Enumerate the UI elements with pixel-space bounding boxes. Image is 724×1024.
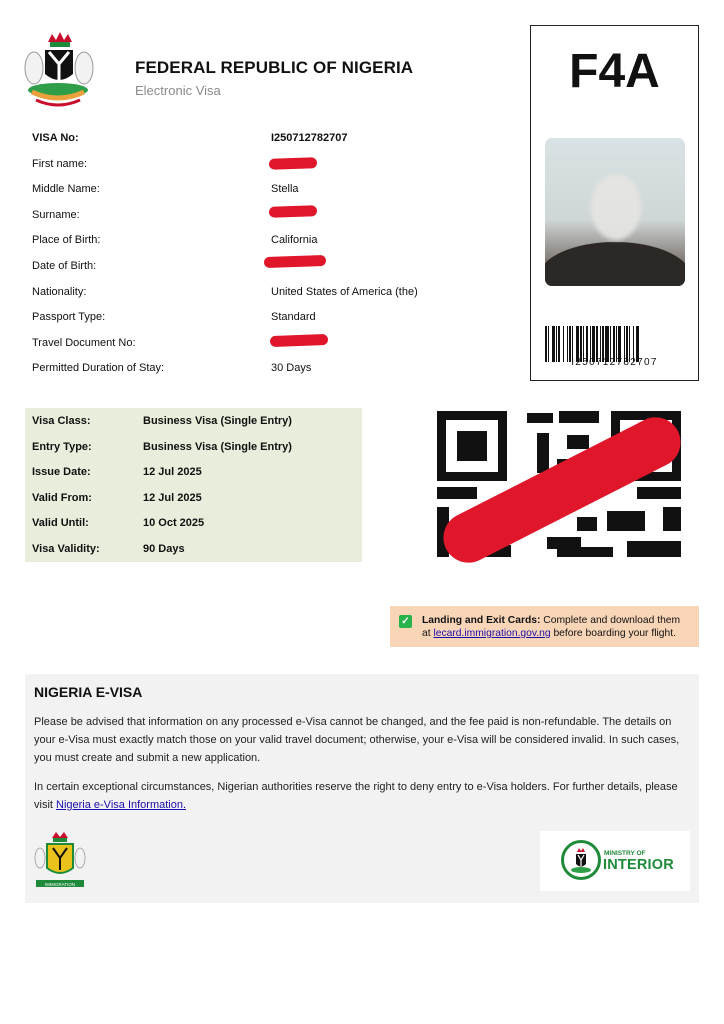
notice-title: Landing and Exit Cards: [422,615,541,626]
visa-row [32,515,362,541]
field-value: California [271,234,318,247]
visa-label: Visa Class: [32,415,91,427]
visa-value: 90 Days [143,542,185,555]
field-label: Surname: [32,208,80,221]
visa-label: Visa Validity: [32,542,100,555]
redaction-mark [270,334,328,347]
redaction-mark [269,205,317,218]
info-paragraph-2 [34,778,689,814]
visa-value: 12 Jul 2025 [143,491,202,504]
evisa-info-link[interactable]: Nigeria e-Visa Information. [56,799,187,811]
personal-details [32,130,502,386]
barcode-number: I250712782707 [571,357,658,368]
field-value: Stella [271,183,299,196]
field-label: Passport Type: [32,311,106,324]
ministry-of-interior-logo [540,831,690,891]
visa-value: Business Visa (Single Entry) [143,415,292,427]
field-value: United States of America (the) [271,285,418,298]
field-label: Middle Name: [32,183,100,196]
field-row-visa-no [32,130,502,156]
visa-details [25,408,362,562]
redaction-mark [269,157,317,170]
visa-value: Business Visa (Single Entry) [143,440,292,453]
field-row-nationality [32,284,502,310]
svg-text:IMMIGRATION: IMMIGRATION [44,882,76,887]
immigration-service-logo [33,832,87,892]
page-subtitle: Electronic Visa [135,83,221,98]
page-title: FEDERAL REPUBLIC OF NIGERIA [135,58,414,77]
visa-row [32,439,362,465]
ministry-label-small: MINISTRY OF [604,850,646,857]
field-row-middle-name [32,181,502,207]
visa-row [32,413,362,439]
lecard-link[interactable]: lecard.immigration.gov.ng [433,628,551,639]
visa-row [32,490,362,516]
visa-label: Entry Type: [32,440,92,453]
field-label: VISA No: [32,132,79,144]
checkbox-icon: ✓ [399,615,412,628]
visa-code: F4A [569,45,660,98]
field-row-first-name [32,156,502,182]
holder-photo [545,138,685,286]
field-label: Nationality: [32,285,87,298]
info-paragraph-2-text: In certain exceptional circumstances, Nigerian authorities reserve the right to deny entry to e-Visa holders. For further details, please visit [34,781,678,811]
ministry-label-big: INTERIOR [603,857,674,873]
notice-tail: before boarding your flight. [550,628,676,639]
coat-of-arms-logo [22,30,94,110]
field-label: Place of Birth: [32,234,101,247]
visa-id-card [530,25,699,381]
visa-row [32,541,362,567]
field-label: Permitted Duration of Stay: [32,362,165,375]
field-value: I250712782707 [271,132,348,144]
field-label: Date of Birth: [32,259,97,272]
field-value: Standard [271,311,316,324]
info-paragraph-1: Please be advised that information on any processed e-Visa cannot be changed, and the fee paid is non-refundable. The details on your e-Visa must exactly match those on your valid travel document; otherwise, your e-Visa will be considered invalid. In such cases, you must create and submit a new application. [34,716,680,764]
visa-value: 12 Jul 2025 [143,466,202,479]
evisa-info-section [25,674,699,903]
landing-exit-notice [390,606,699,647]
visa-label: Issue Date: [32,466,91,479]
field-row-surname [32,207,502,233]
visa-row [32,464,362,490]
info-heading: NIGERIA E-VISA [34,684,143,700]
field-row-date-of-birth [32,258,502,284]
field-row-travel-document [32,335,502,361]
field-row-place-of-birth [32,232,502,258]
notice-text: Complete and download them at [422,615,681,639]
visa-label: Valid Until: [32,517,89,530]
visa-value: 10 Oct 2025 [143,517,205,530]
visa-label: Valid From: [32,491,92,504]
field-value: 30 Days [271,362,312,375]
field-label: Travel Document No: [32,336,136,349]
redaction-mark [264,255,326,268]
field-row-duration [32,360,502,386]
field-row-passport-type [32,309,502,335]
ministry-crest-icon [569,848,593,874]
field-label: First name: [32,157,88,170]
